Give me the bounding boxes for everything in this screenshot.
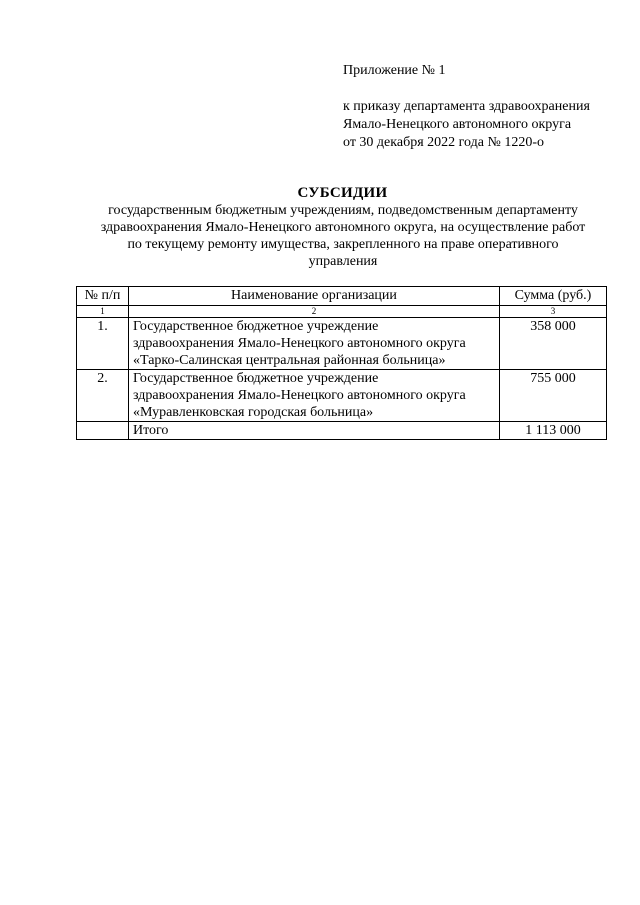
column-index: 1 (77, 306, 129, 318)
subtitle-line: управления (308, 254, 378, 269)
organization-name (128, 370, 499, 422)
appendix-order-line: к приказу департамента здравоохранения (343, 99, 590, 114)
appendix-block (343, 62, 590, 152)
column-index: 3 (499, 306, 606, 318)
document-title: СУБСИДИИ (297, 185, 388, 201)
row-number: 1. (77, 318, 129, 370)
organization-name (128, 318, 499, 370)
amount-value: 358 000 (499, 318, 606, 370)
table-row (77, 318, 607, 370)
column-index-row (77, 306, 607, 318)
document-subtitle (78, 202, 608, 270)
organization-name-line: Государственное бюджетное учреждение (132, 319, 379, 334)
total-row (77, 422, 607, 440)
total-number (77, 422, 129, 440)
column-index: 2 (128, 306, 499, 318)
organization-name-line: здравоохранения Ямало-Ненецкого автономного округа (132, 336, 466, 351)
amount-value: 755 000 (499, 370, 606, 422)
subtitle-line: здравоохранения Ямало-Ненецкого автономного округа, на осуществление работ (100, 220, 586, 235)
organization-name-line: «Муравленковская городская больница» (132, 405, 374, 420)
appendix-title: Приложение № 1 (343, 63, 446, 78)
subtitle-line: по текущему ремонту имущества, закрепленного на праве оперативного (127, 237, 559, 252)
total-amount: 1 113 000 (499, 422, 606, 440)
organization-name-line: «Тарко-Салинская центральная районная больница» (132, 353, 446, 368)
header-organization: Наименование организации (128, 287, 499, 306)
total-label: Итого (128, 422, 499, 440)
appendix-district-line: Ямало-Ненецкого автономного округа (343, 117, 572, 132)
subsidies-table (76, 286, 607, 440)
table-header-row (77, 287, 607, 306)
organization-name-line: Государственное бюджетное учреждение (132, 371, 379, 386)
organization-name-line: здравоохранения Ямало-Ненецкого автономного округа (132, 388, 466, 403)
row-number: 2. (77, 370, 129, 422)
header-amount: Сумма (руб.) (499, 287, 606, 306)
appendix-spacer (343, 80, 590, 98)
header-number: № п/п (77, 287, 129, 306)
table-row (77, 370, 607, 422)
subtitle-line: государственным бюджетным учреждениям, подведомственным департаменту (108, 203, 578, 218)
appendix-date-line: от 30 декабря 2022 года № 1220-о (343, 135, 544, 150)
